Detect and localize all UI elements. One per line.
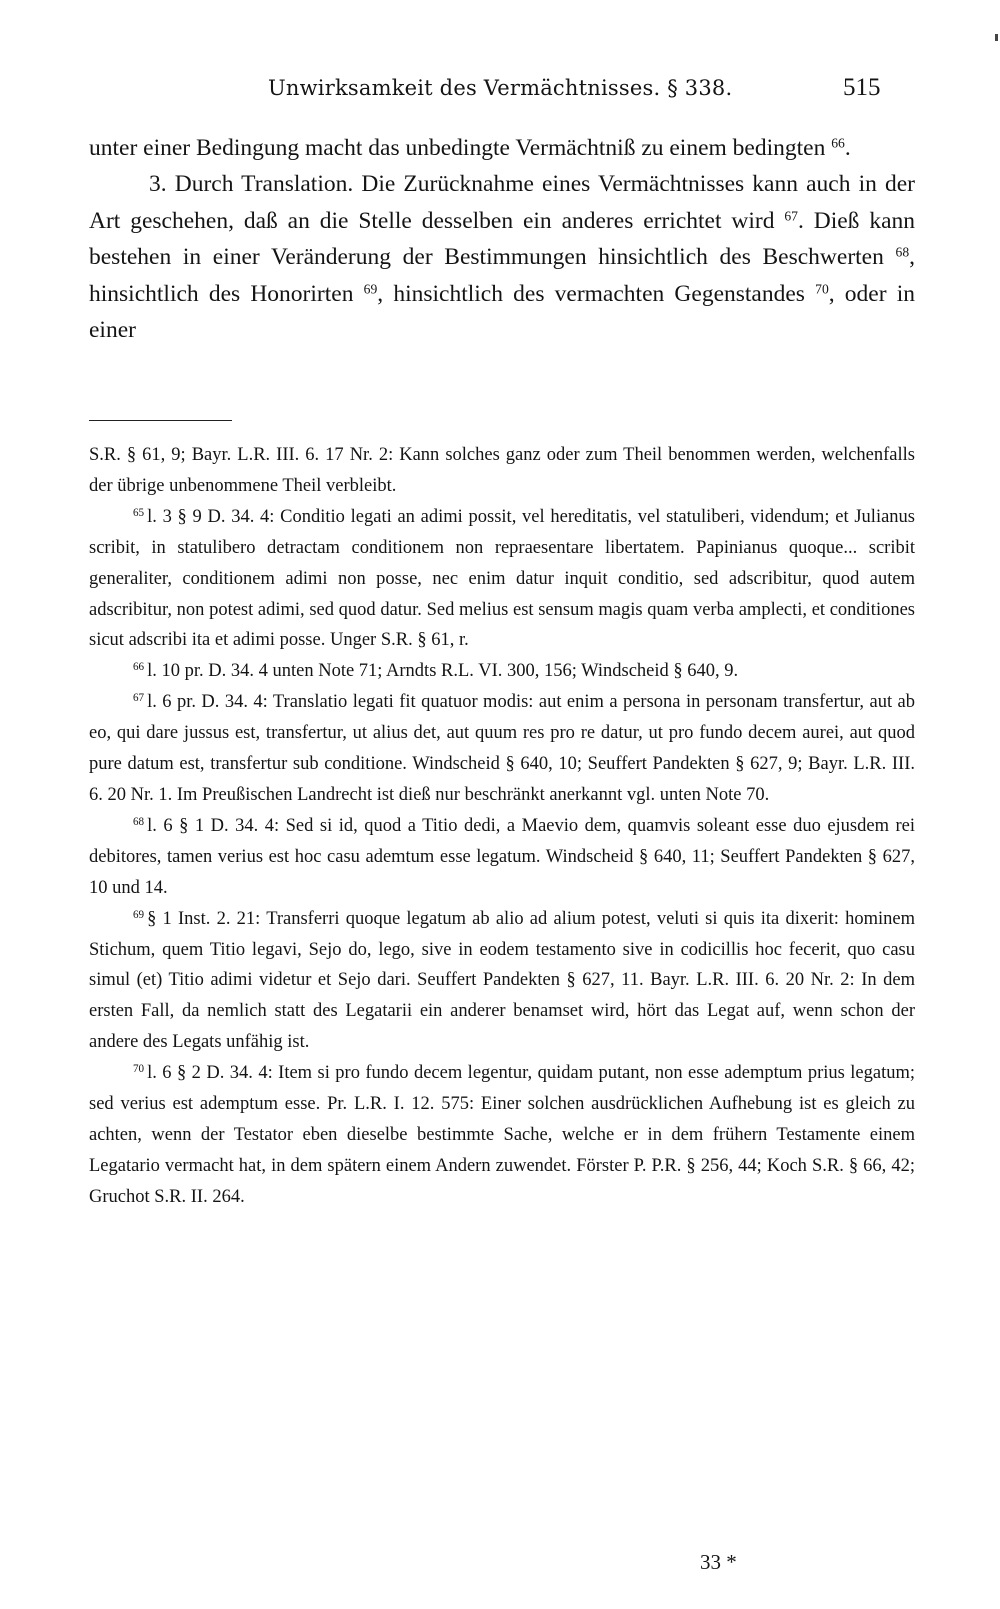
footnotes: [89, 440, 915, 1213]
footnote-text: § 1 Inst. 2. 21: Transferri quoque legatum ab alio ad alium potest, veluti si quis ita dixerit: hominem Stichum, quem Titio legavi, Sejo do, lego, sive in eodem testamento sive in codicillis hoc fecerit, quo casu simul (et) Titio adimi videtur et Sejo dari. Seuffert Pandekten § 627, 11. Bayr. L.R. III. 6. 20 Nr. 2: In dem ersten Fall, da nemlich statt des Legatarii ein anderer benamset wird, hört das Legat auf, wenn schon der andere des Legats unfähig ist.: [89, 908, 915, 1053]
footnote-text: l. 10 pr. D. 34. 4 unten Note 71; Arndts R.L. VI. 300, 156; Windscheid § 640, 9.: [147, 661, 739, 682]
footnote-text: l. 6 pr. D. 34. 4: Translatio legati fit quatuor modis: aut enim a persona in personam transfertur, aut ab eo, qui dare jussus est, transfertur, ut alius det, aut quum res pro re datur, ut pro fundo decem aurei, aut quod pure datum est, transfertur sub conditione. Windscheid § 640, 10; Seuffert Pandekten § 627, 9; Bayr. L.R. III. 6. 20 Nr. 1. Im Preußischen Landrecht ist dieß nur beschränkt anerkannt vgl. unten Note 70.: [89, 692, 915, 805]
text-run: . Dieß kann bestehen in einer Veränderung der Bestimmungen hinsichtlich des Beschwerten: [89, 207, 915, 271]
running-title: Unwirksamkeit des Vermächtnisses. § 338.: [268, 76, 733, 100]
text-run: , hinsichtlich des vermachten Gegenstandes: [377, 280, 805, 307]
page-speck: [995, 34, 998, 41]
footnote-67: [89, 687, 915, 811]
footnote-65: [89, 502, 915, 657]
footnote-mark: 67: [133, 692, 145, 705]
text-run: unter einer Bedingung macht das unbedingte Vermächtniß zu einem bedingten: [89, 135, 826, 161]
footnote-66: [89, 656, 915, 687]
footnote-ref-69[interactable]: 69: [363, 281, 378, 297]
text-run: , oder in einer: [89, 280, 916, 344]
main-text: [89, 130, 915, 348]
signature-mark: 33 *: [700, 1550, 737, 1574]
text-run: , hinsichtlich des Honorirten: [89, 244, 915, 307]
footnote-mark: 66: [133, 661, 145, 674]
paragraph: [89, 130, 915, 166]
footnote-ref-70[interactable]: 70: [815, 281, 829, 297]
text-run: 3. Durch Translation. Die Zurücknahme eines Vermächtnisses kann auch in der Art geschehen, daß an die Stelle desselben ein anderes errichtet wird: [89, 171, 915, 234]
footnote-mark: 65: [133, 506, 145, 519]
footnote-mark: 70: [133, 1063, 145, 1076]
footnote-68: [89, 811, 915, 904]
footnote-text: l. 6 § 1 D. 34. 4: Sed si id, quod a Titio dedi, a Maevio dem, quamvis soleant esse duo ejusdem rei debitores, tamen verius est hoc casu ademtum esse legatum. Windscheid § 640, 11; Seuffert Pandekten § 627, 10 und 14.: [89, 815, 915, 898]
running-header: [0, 76, 1000, 110]
footnote-69: [89, 904, 915, 1059]
footnote-mark: 69: [133, 908, 145, 921]
footnote-rule: [89, 420, 232, 421]
paragraph-translation: [89, 166, 915, 348]
footnote-ref-68[interactable]: 68: [895, 244, 910, 260]
footnote-ref-67[interactable]: 67: [784, 208, 798, 224]
page-number: 515: [843, 74, 881, 101]
footnote-continuation: S.R. § 61, 9; Bayr. L.R. III. 6. 17 Nr. 2: Kann solches ganz oder zum Theil benommen werden, welchenfalls der übrige unbenommene Theil verbleibt.: [89, 445, 915, 496]
footnote-text: l. 6 § 2 D. 34. 4: Item si pro fundo decem legentur, quidam putant, non esse ademptum prius legatum; sed verius est ademptum esse. Pr. L.R. I. 12. 575: Einer solchen ausdrücklichen Aufhebung ist es gleich zu achten, wenn der Testator eben dieselbe bestimmte Sache, welche er in dem frühern Testamente einem Legatario vermacht hat, in dem spätern einem Andern zuwendet. Förster P. P.R. § 256, 44; Koch S.R. § 66, 42; Gruchot S.R. II. 264.: [89, 1063, 915, 1207]
footnote-mark: 68: [133, 815, 145, 828]
footnote-70: [89, 1058, 915, 1213]
text-run: .: [844, 135, 851, 161]
footnote-text: l. 3 § 9 D. 34. 4: Conditio legati an adimi possit, vel hereditatis, vel statuliberi, videndum; et Julianus scribit, in statulibero detractam conditionem non repraesentare libertatem. Papinianus quoque... scribit generaliter, conditionem adimi non posse, nec enim datur inquit conditio, sed adscribitur, quod autem adscribitur, non potest adimi, sed quod datur. Sed melius est sensum magis quam verba amplecti, et conditiones sicut adscribi ita et adimi posse. Unger S.R. § 61, r.: [89, 506, 915, 651]
footnote-ref-66[interactable]: 66: [831, 135, 845, 151]
